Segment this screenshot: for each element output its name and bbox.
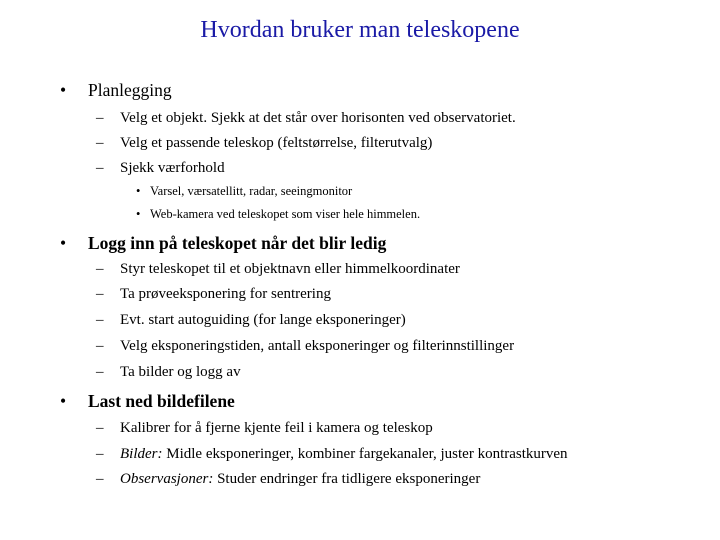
- section-heading-text: Planlegging: [88, 80, 172, 100]
- bullet-marker: •: [136, 184, 141, 198]
- dash-marker: –: [96, 160, 104, 176]
- section-heading-text: Logg inn på teleskopet når det blir ledig: [88, 233, 387, 253]
- dash-marker: –: [96, 312, 104, 328]
- bullet-marker: •: [60, 391, 67, 411]
- dash-marker: –: [96, 364, 104, 380]
- dash-marker: –: [96, 110, 104, 126]
- sub-list-item-text: Web-kamera ved teleskopet som viser hele himmelen.: [150, 207, 421, 221]
- dash-marker: –: [96, 261, 104, 277]
- section-heading-text: Last ned bildefilene: [88, 391, 235, 411]
- list-item-body: Kalibrer for å fjerne kjente feil i kamera og teleskop: [120, 420, 433, 436]
- list-item-text: Evt. start autoguiding (for lange eksponeringer): [120, 312, 406, 328]
- dash-marker: –: [96, 446, 104, 462]
- list-item-body: Studer endringer fra tidligere eksponeringer: [213, 471, 481, 487]
- list-item-text: Ta bilder og logg av: [120, 364, 241, 380]
- list-item-text: Velg eksponeringstiden, antall eksponeringer og filterinnstillinger: [120, 338, 515, 354]
- bullet-marker: •: [136, 207, 141, 221]
- dash-marker: –: [96, 286, 104, 302]
- list-item-text: [120, 444, 568, 464]
- list-item-text: [120, 469, 480, 489]
- dash-marker: –: [96, 471, 104, 487]
- sub-list-item-text: Varsel, værsatellitt, radar, seeingmonitor: [150, 184, 353, 198]
- slide-title: Hvordan bruker man teleskopene: [200, 17, 520, 43]
- dash-marker: –: [96, 338, 104, 354]
- list-item-text: Velg et objekt. Sjekk at det står over horisonten ved observatoriet.: [120, 110, 516, 126]
- dash-marker: –: [96, 420, 104, 436]
- list-item-text: Velg et passende teleskop (feltstørrelse, filterutvalg): [120, 135, 433, 151]
- list-item-text: Ta prøveeksponering for sentrering: [120, 286, 331, 302]
- list-item-lead: Observasjoner:: [120, 471, 214, 487]
- list-item-text: Sjekk værforhold: [120, 160, 225, 176]
- list-item-lead: Bilder:: [120, 446, 163, 462]
- bullet-marker: •: [60, 233, 67, 253]
- list-item-body: Midle eksponeringer, kombiner fargekanaler, juster kontrastkurven: [162, 446, 568, 462]
- list-item-text: Styr teleskopet til et objektnavn eller himmelkoordinater: [120, 261, 460, 277]
- list-item-text: [120, 418, 433, 438]
- dash-marker: –: [96, 135, 104, 151]
- bullet-marker: •: [60, 80, 67, 100]
